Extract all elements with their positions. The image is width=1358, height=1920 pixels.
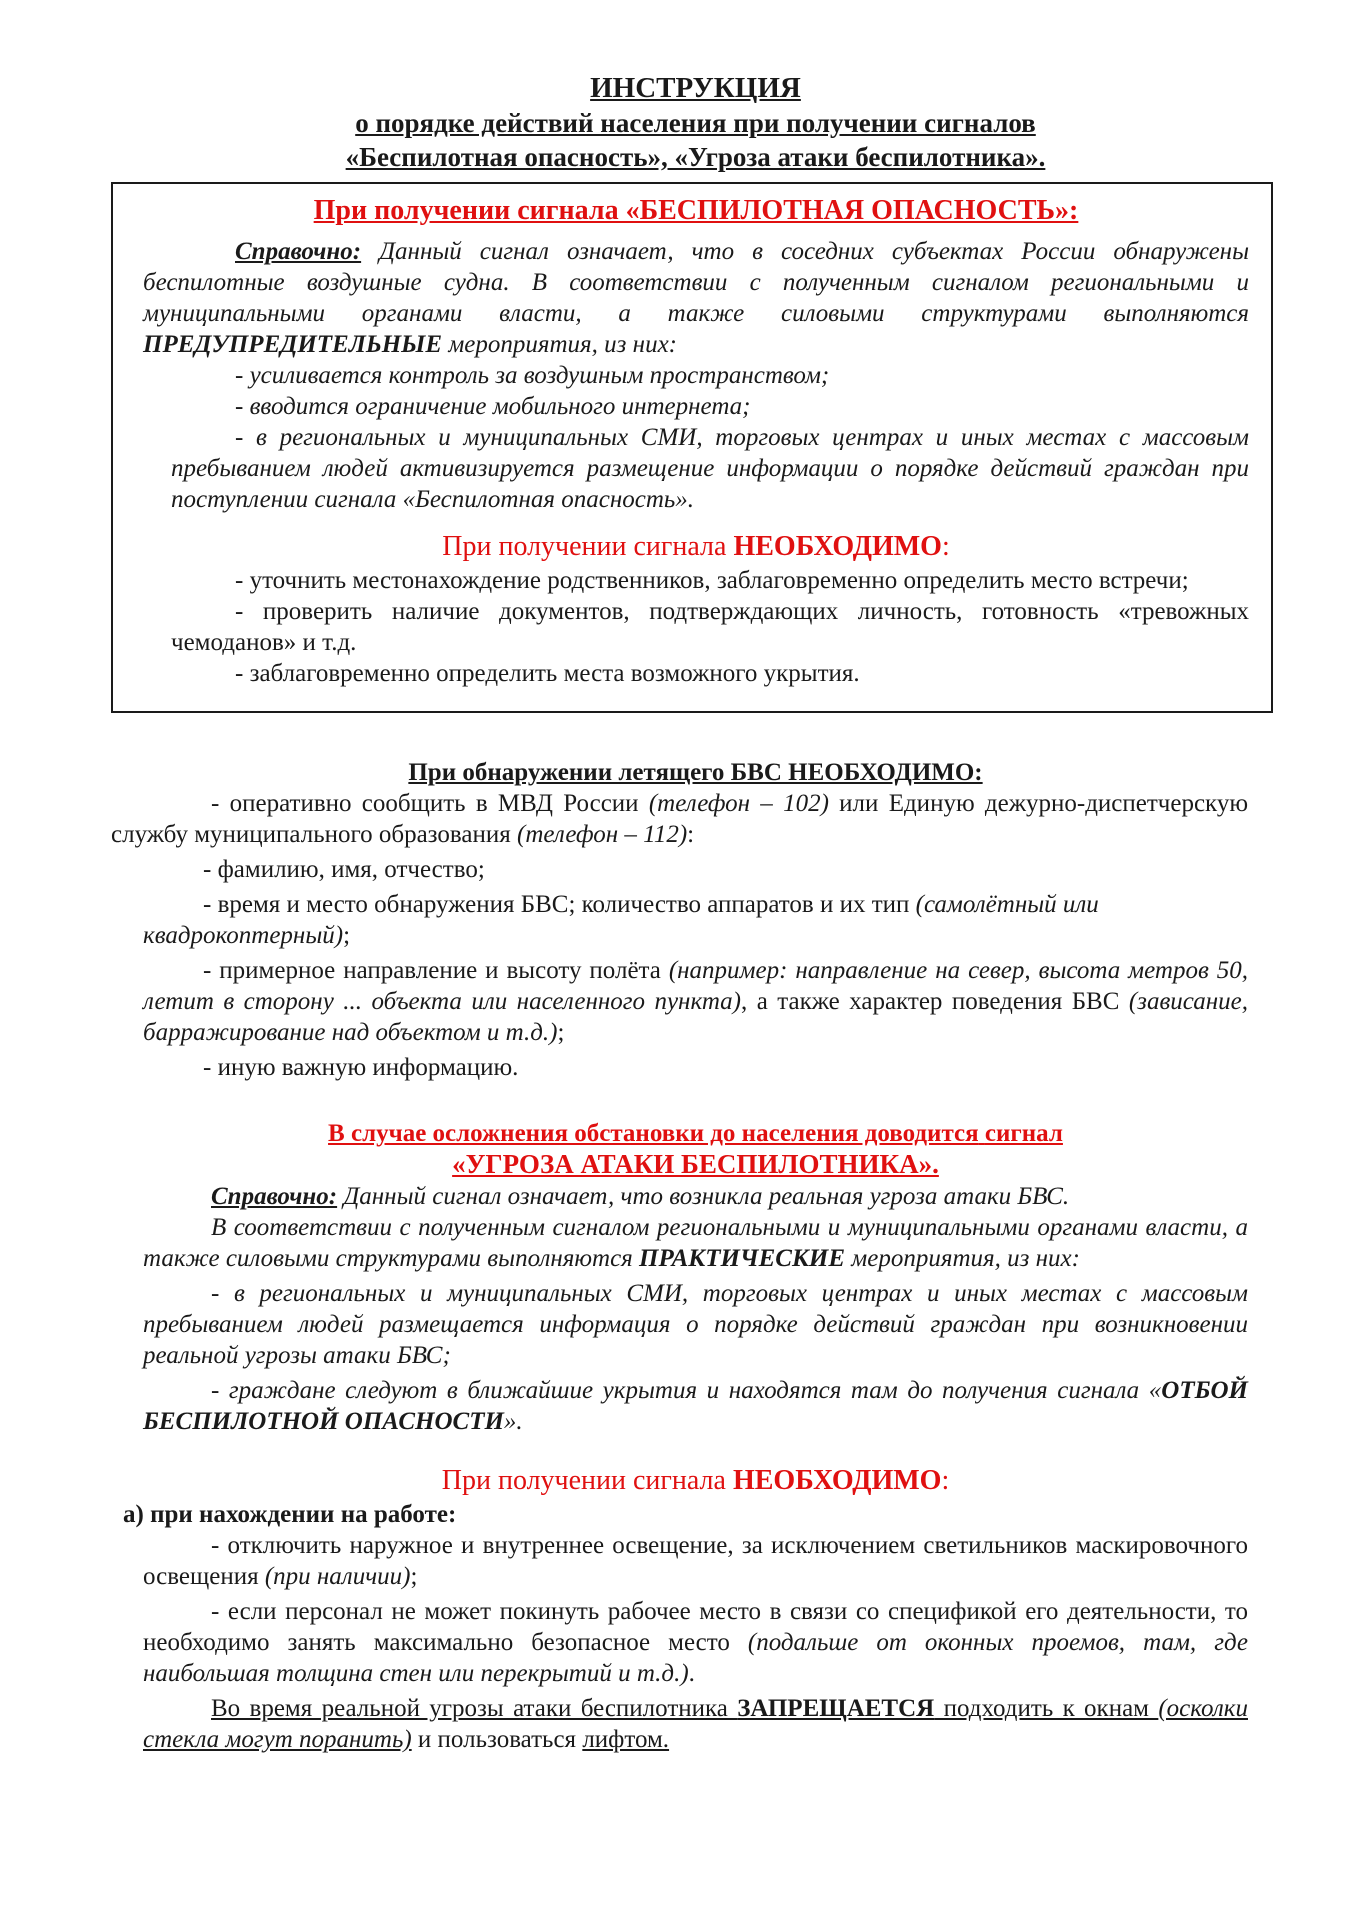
threat-text: В соответствии с полученным сигналом региональными и муниципальными органами власти, а также силовыми структурами выполняются (143, 1214, 1248, 1272)
work-text: - отключить наружное и внутреннее освещение, за исключением светильников маскировочного освещения (143, 1532, 1248, 1590)
work-text: - если персонал не может покинуть рабочее место в связи со спецификой его деятельности, то необходимо занять максимально безопасное место (143, 1598, 1248, 1656)
bvs-italic: (самолётный или квадрокоптерный) (143, 891, 1099, 949)
prohibition-bold: ЗАПРЕЩАЕТСЯ (737, 1695, 935, 1722)
need-suffix: : (941, 531, 950, 562)
bvs-item: - иную важную информацию. (203, 1054, 519, 1081)
bvs-text: , а также характер поведения БВС (741, 988, 1129, 1015)
threat-reference (143, 1181, 1248, 1212)
measure-item: - в региональных и муниципальных СМИ, торговых центрах и иных местах с массовым пребыванием людей активизируется размещение информации о порядке действий граждан при поступлении сигнала «Беспилотная опасность». (171, 424, 1249, 513)
bvs-text: ; (343, 922, 351, 949)
phone-112: (телефон – 112) (517, 821, 688, 848)
prohibition-text: подходить к окнам (934, 1695, 1159, 1722)
threat-reference-text: Данный сигнал означает, что возникла реальная угроза атаки БВС. (337, 1183, 1070, 1210)
need2-heading (143, 1463, 1248, 1499)
threat-reference-label: Справочно: (211, 1183, 338, 1210)
preventive-measures-list (171, 360, 1249, 515)
box-need-heading (143, 529, 1249, 565)
need2-suffix: : (941, 1465, 950, 1496)
at-work-item (143, 1530, 1248, 1592)
reference-text-2: мероприятия, из них: (442, 331, 678, 358)
threat-heading-2: сигнал (984, 1120, 1063, 1147)
bvs-text: - примерное направление и высоту полёта (203, 957, 669, 984)
bvs-text: : (687, 821, 695, 848)
bvs-text: или Единую дежурно-диспетчерскую службу муниципального образования (111, 790, 1249, 848)
action-item: - уточнить местонахождение родственников, заблаговременно определить место встречи; (235, 567, 1189, 594)
threat-item (143, 1375, 1248, 1437)
drone-danger-box (111, 182, 1273, 713)
bvs-item (143, 955, 1248, 1048)
threat-heading-3: «УГРОЗА АТАКИ БЕСПИЛОТНИКА». (452, 1149, 939, 1179)
need-bold: НЕОБХОДИМО (733, 531, 942, 562)
prohibition-paragraph (143, 1693, 1248, 1755)
threat-text: ». (503, 1408, 523, 1435)
bvs-text: ; (557, 1019, 565, 1046)
at-work-item (143, 1596, 1248, 1689)
action-item: - проверить наличие документов, подтверждающих личность, готовность «тревожных чемоданов» и т.д. (171, 598, 1249, 656)
bvs-text: - время и место обнаружения БВС; количество аппаратов и их тип (203, 891, 916, 918)
threat-bold: ОТБОЙ БЕСПИЛОТНОЙ ОПАСНОСТИ (143, 1377, 1248, 1435)
reference-label: Справочно: (235, 238, 362, 265)
threat-text: мероприятия, из них: (845, 1245, 1080, 1272)
need2-prefix: При получении сигнала (441, 1465, 733, 1496)
bvs-section (111, 788, 1248, 1083)
threat-text: - граждане следуют в ближайшие укрытия и находятся там до получения сигнала « (211, 1377, 1162, 1404)
need2-bold: НЕОБХОДИМО (732, 1465, 942, 1496)
measure-item: - усиливается контроль за воздушным пространством; (235, 362, 830, 389)
at-work-section (143, 1530, 1248, 1755)
work-italic: (при наличии) (264, 1563, 411, 1590)
reference-text-1: Данный сигнал означает, что в соседних субъектах России обнаружены беспилотные воздушные судна. В соответствии с полученным сигналом региональными и муниципальными органами власти, а также силовыми структурами выполняются (143, 238, 1249, 327)
bvs-italic: (зависание, барражирование над объектом и т.д.) (143, 988, 1248, 1046)
reference-bold: ПРЕДУПРЕДИТЕЛЬНЫЕ (143, 331, 443, 358)
need-prefix: При получении сигнала (442, 531, 734, 562)
prohibition-italic: (осколки стекла могут поранить) (143, 1695, 1248, 1753)
at-work-heading: а) при нахождении на работе: (123, 1501, 457, 1528)
threat-heading-1: В случае осложнения обстановки до населения доводится (328, 1120, 979, 1147)
measure-item: - вводится ограничение мобильного интернета; (235, 393, 751, 420)
action-item: - заблаговременно определить места возможного укрытия. (235, 660, 860, 687)
prohibition-text: лифтом. (582, 1726, 670, 1753)
threat-item: - в региональных и муниципальных СМИ, торговых центрах и иных местах с массовым пребыванием людей размещается информация о порядке действий граждан при возникновении реальной угрозы атаки БВС; (143, 1280, 1248, 1369)
title-line-1: ИНСТРУКЦИЯ (590, 72, 801, 104)
threat-heading (143, 1119, 1248, 1181)
threat-bold: ПРАКТИЧЕСКИЕ (639, 1245, 846, 1272)
bvs-item: - фамилию, имя, отчество; (203, 856, 485, 883)
threat-section (143, 1181, 1248, 1437)
bvs-report-paragraph (111, 788, 1248, 850)
title-line-3: «Беспилотная опасность», «Угроза атаки беспилотника». (345, 142, 1046, 172)
bvs-heading: При обнаружении летящего БВС НЕОБХОДИМО: (408, 759, 983, 786)
drone-danger-reference (143, 236, 1249, 360)
drone-danger-heading: При получении сигнала «БЕСПИЛОТНАЯ ОПАСНОСТЬ»: (313, 195, 1079, 226)
prohibition-text: Во время реальной угрозы атаки беспилотника (211, 1695, 738, 1722)
document-title (143, 70, 1248, 174)
threat-paragraph (143, 1212, 1248, 1274)
work-text: . (688, 1660, 695, 1687)
bvs-text: - оперативно сообщить в МВД России (211, 790, 649, 817)
bvs-italic: (например: направление на север, высота метров 50, летит в сторону ... объекта или населенного пункта) (143, 957, 1248, 1015)
title-line-2: о порядке действий населения при получении сигналов (355, 108, 1036, 138)
phone-102: (телефон – 102) (648, 790, 829, 817)
work-italic: (подальше от оконных проемов, там, где наибольшая толщина стен или перекрытий и т.д.) (143, 1629, 1248, 1687)
bvs-item (143, 889, 1248, 951)
prohibition-text: и пользоваться (411, 1726, 583, 1753)
box-actions-list (143, 565, 1249, 689)
work-text: ; (410, 1563, 418, 1590)
